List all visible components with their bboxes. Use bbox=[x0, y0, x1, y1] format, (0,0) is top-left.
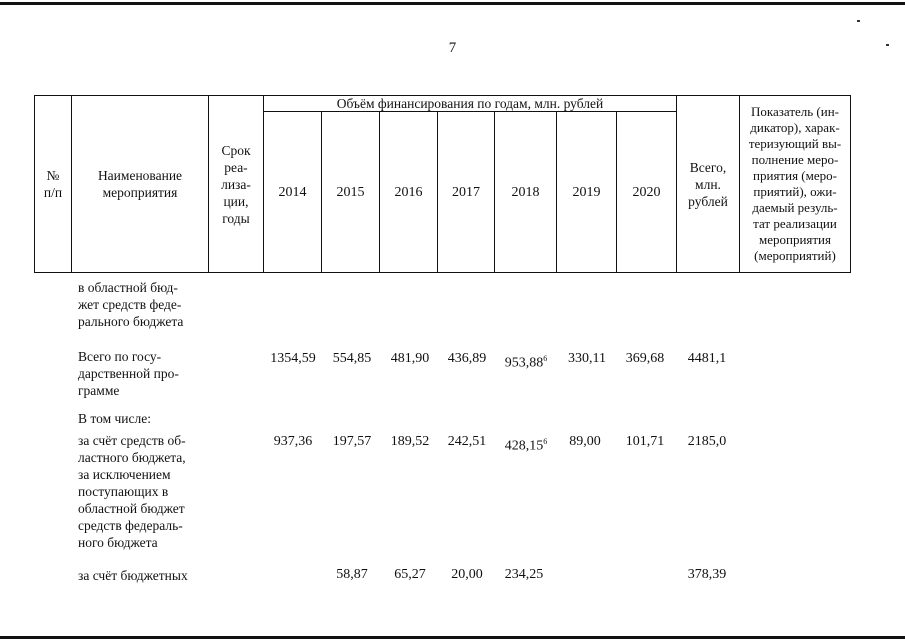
value-2016: 65,27 bbox=[394, 567, 426, 582]
column-header-number: № п/п bbox=[43, 168, 63, 200]
value-total: 2185,0 bbox=[687, 434, 727, 449]
column-header-funding: Объём финансирования по годам, млн. рублей bbox=[336, 96, 604, 111]
row-name: за счёт средств об- ластного бюджета, за исключением поступающих в областной бюджет средств федераль- ного бюджета bbox=[78, 433, 186, 550]
value-2015: 554,85 bbox=[332, 351, 372, 366]
row-name: в областной бюд- жет средств феде- рального бюджета bbox=[78, 280, 184, 329]
row-name: за счёт бюджетных bbox=[78, 568, 188, 583]
value-2016: 189,52 bbox=[390, 434, 430, 449]
row-name: В том числе: bbox=[78, 411, 151, 426]
year-header-2018: 2018 bbox=[511, 184, 540, 200]
top-border-line bbox=[0, 2, 905, 5]
value-2019: 330,11 bbox=[568, 351, 606, 366]
value-2018: 428,15$^6$ bbox=[504, 437, 548, 454]
footnote-marker: 6 bbox=[543, 354, 548, 363]
value-2017: 20,00 bbox=[451, 567, 483, 582]
year-header-2014: 2014 bbox=[278, 184, 307, 200]
value-2014: 1354,59 bbox=[270, 351, 316, 366]
year-header-2019: 2019 bbox=[572, 184, 601, 200]
value-2019: 89,00 bbox=[569, 434, 601, 449]
value-2018: 234,25 bbox=[504, 567, 544, 582]
value-total: 378,39 bbox=[687, 567, 727, 582]
footnote-marker: 6 bbox=[543, 437, 548, 446]
year-header-2015: 2015 bbox=[336, 184, 365, 200]
page-number: 7 bbox=[448, 40, 457, 56]
year-header-2017: 2017 bbox=[452, 184, 480, 200]
value-2020: 101,71 bbox=[625, 434, 665, 449]
value-2020: 369,68 bbox=[625, 351, 665, 366]
year-header-2020: 2020 bbox=[632, 184, 661, 200]
value-2014: 937,36 bbox=[273, 434, 313, 449]
row-name: Всего по госу- дарственной про- грамме bbox=[78, 349, 179, 398]
value-2015: 197,57 bbox=[332, 434, 372, 449]
value-2015: 58,87 bbox=[336, 567, 368, 582]
value-2017: 436,89 bbox=[447, 351, 487, 366]
column-header-name: Наименование мероприятия bbox=[97, 168, 183, 200]
value-2016: 481,90 bbox=[390, 351, 430, 366]
value-2017: 242,51 bbox=[447, 434, 487, 449]
value-2018: 953,88$^6$ bbox=[504, 354, 548, 371]
column-header-term: Срок реа- лиза- ции, годы bbox=[221, 142, 251, 226]
bottom-border-line bbox=[0, 636, 905, 639]
value-total: 4481,1 bbox=[687, 351, 727, 366]
scan-speck bbox=[857, 20, 860, 22]
year-header-2016: 2016 bbox=[394, 184, 423, 200]
column-header-indicator: Показатель (ин- дикатор), харак- теризующий вы- полнение меро- приятия (меро- приятий), ожи- даемый резуль- тат реализации мероприятия (мероприятий) bbox=[748, 104, 842, 263]
column-header-total: Всего, млн. рублей bbox=[688, 159, 728, 209]
